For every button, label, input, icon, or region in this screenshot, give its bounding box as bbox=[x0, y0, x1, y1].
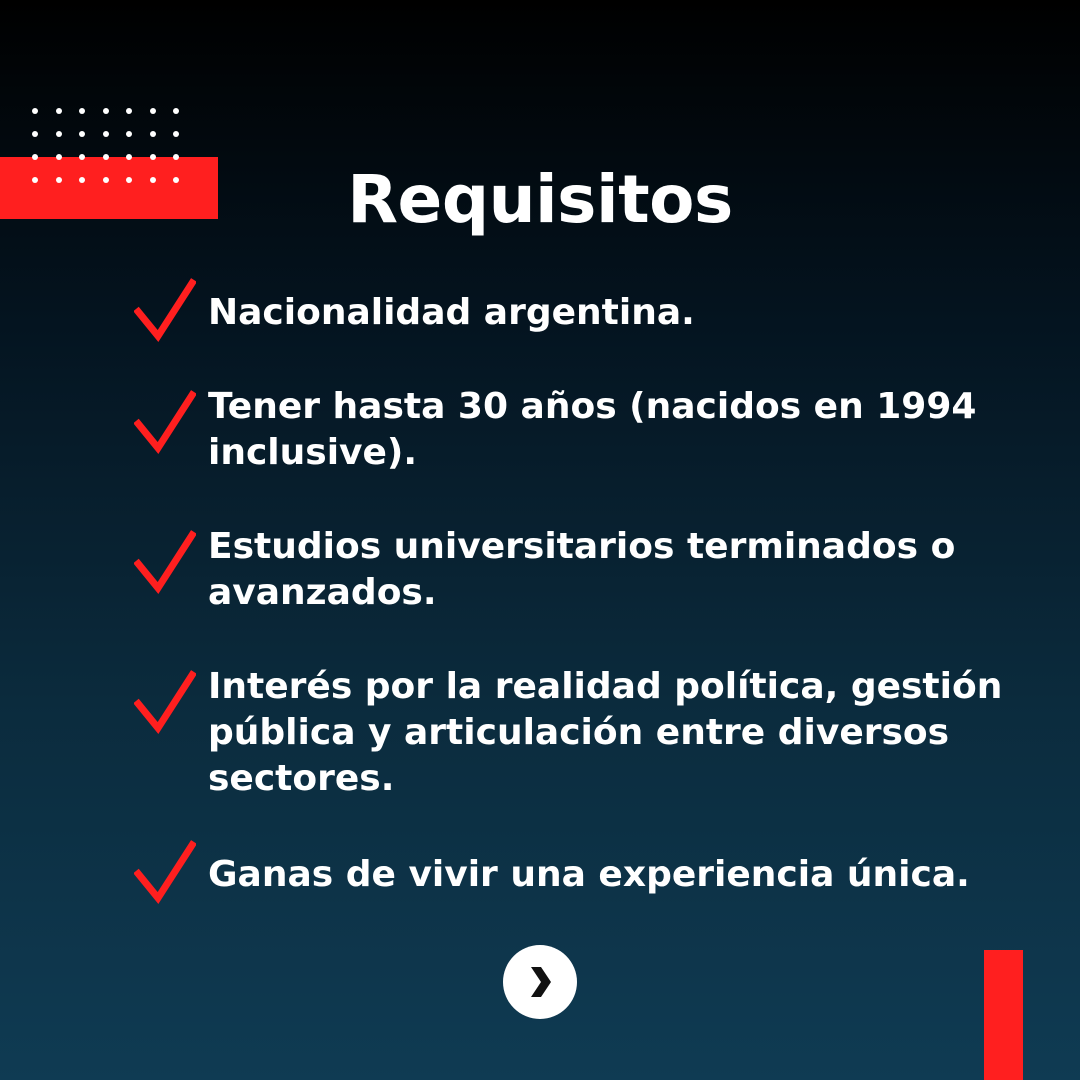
decorative-dot bbox=[79, 108, 85, 114]
decorative-dot bbox=[32, 131, 38, 137]
decorative-dot bbox=[103, 131, 109, 137]
checkmark-icon bbox=[134, 668, 196, 734]
decorative-dot bbox=[126, 131, 132, 137]
decorative-dot bbox=[32, 108, 38, 114]
requirement-text: Estudios universitarios terminados o avanzados. bbox=[208, 526, 956, 613]
requirement-text: Ganas de vivir una experiencia única. bbox=[208, 854, 970, 895]
page-title: Requisitos bbox=[347, 161, 733, 238]
checkmark-icon bbox=[134, 388, 196, 454]
checkmark-icon bbox=[134, 276, 196, 342]
decorative-dot bbox=[173, 131, 179, 137]
checkmark-icon bbox=[134, 838, 196, 904]
decorative-dot bbox=[173, 108, 179, 114]
decorative-dot bbox=[150, 131, 156, 137]
decorative-dot bbox=[79, 131, 85, 137]
chevron-right-icon bbox=[525, 965, 555, 999]
decorative-dot bbox=[56, 131, 62, 137]
decorative-red-bar-bottom bbox=[984, 950, 1023, 1080]
requirement-text: Tener hasta 30 años (nacidos en 1994 inclusive). bbox=[208, 386, 977, 473]
requirement-text: Interés por la realidad política, gestión pública y articulación entre diversos sectores. bbox=[208, 666, 1003, 799]
decorative-dot bbox=[56, 108, 62, 114]
decorative-dot bbox=[150, 108, 156, 114]
decorative-dot bbox=[103, 108, 109, 114]
next-slide-button[interactable] bbox=[503, 945, 577, 1019]
checkmark-icon bbox=[134, 528, 196, 594]
decorative-dot bbox=[126, 108, 132, 114]
requirement-text: Nacionalidad argentina. bbox=[208, 292, 695, 333]
